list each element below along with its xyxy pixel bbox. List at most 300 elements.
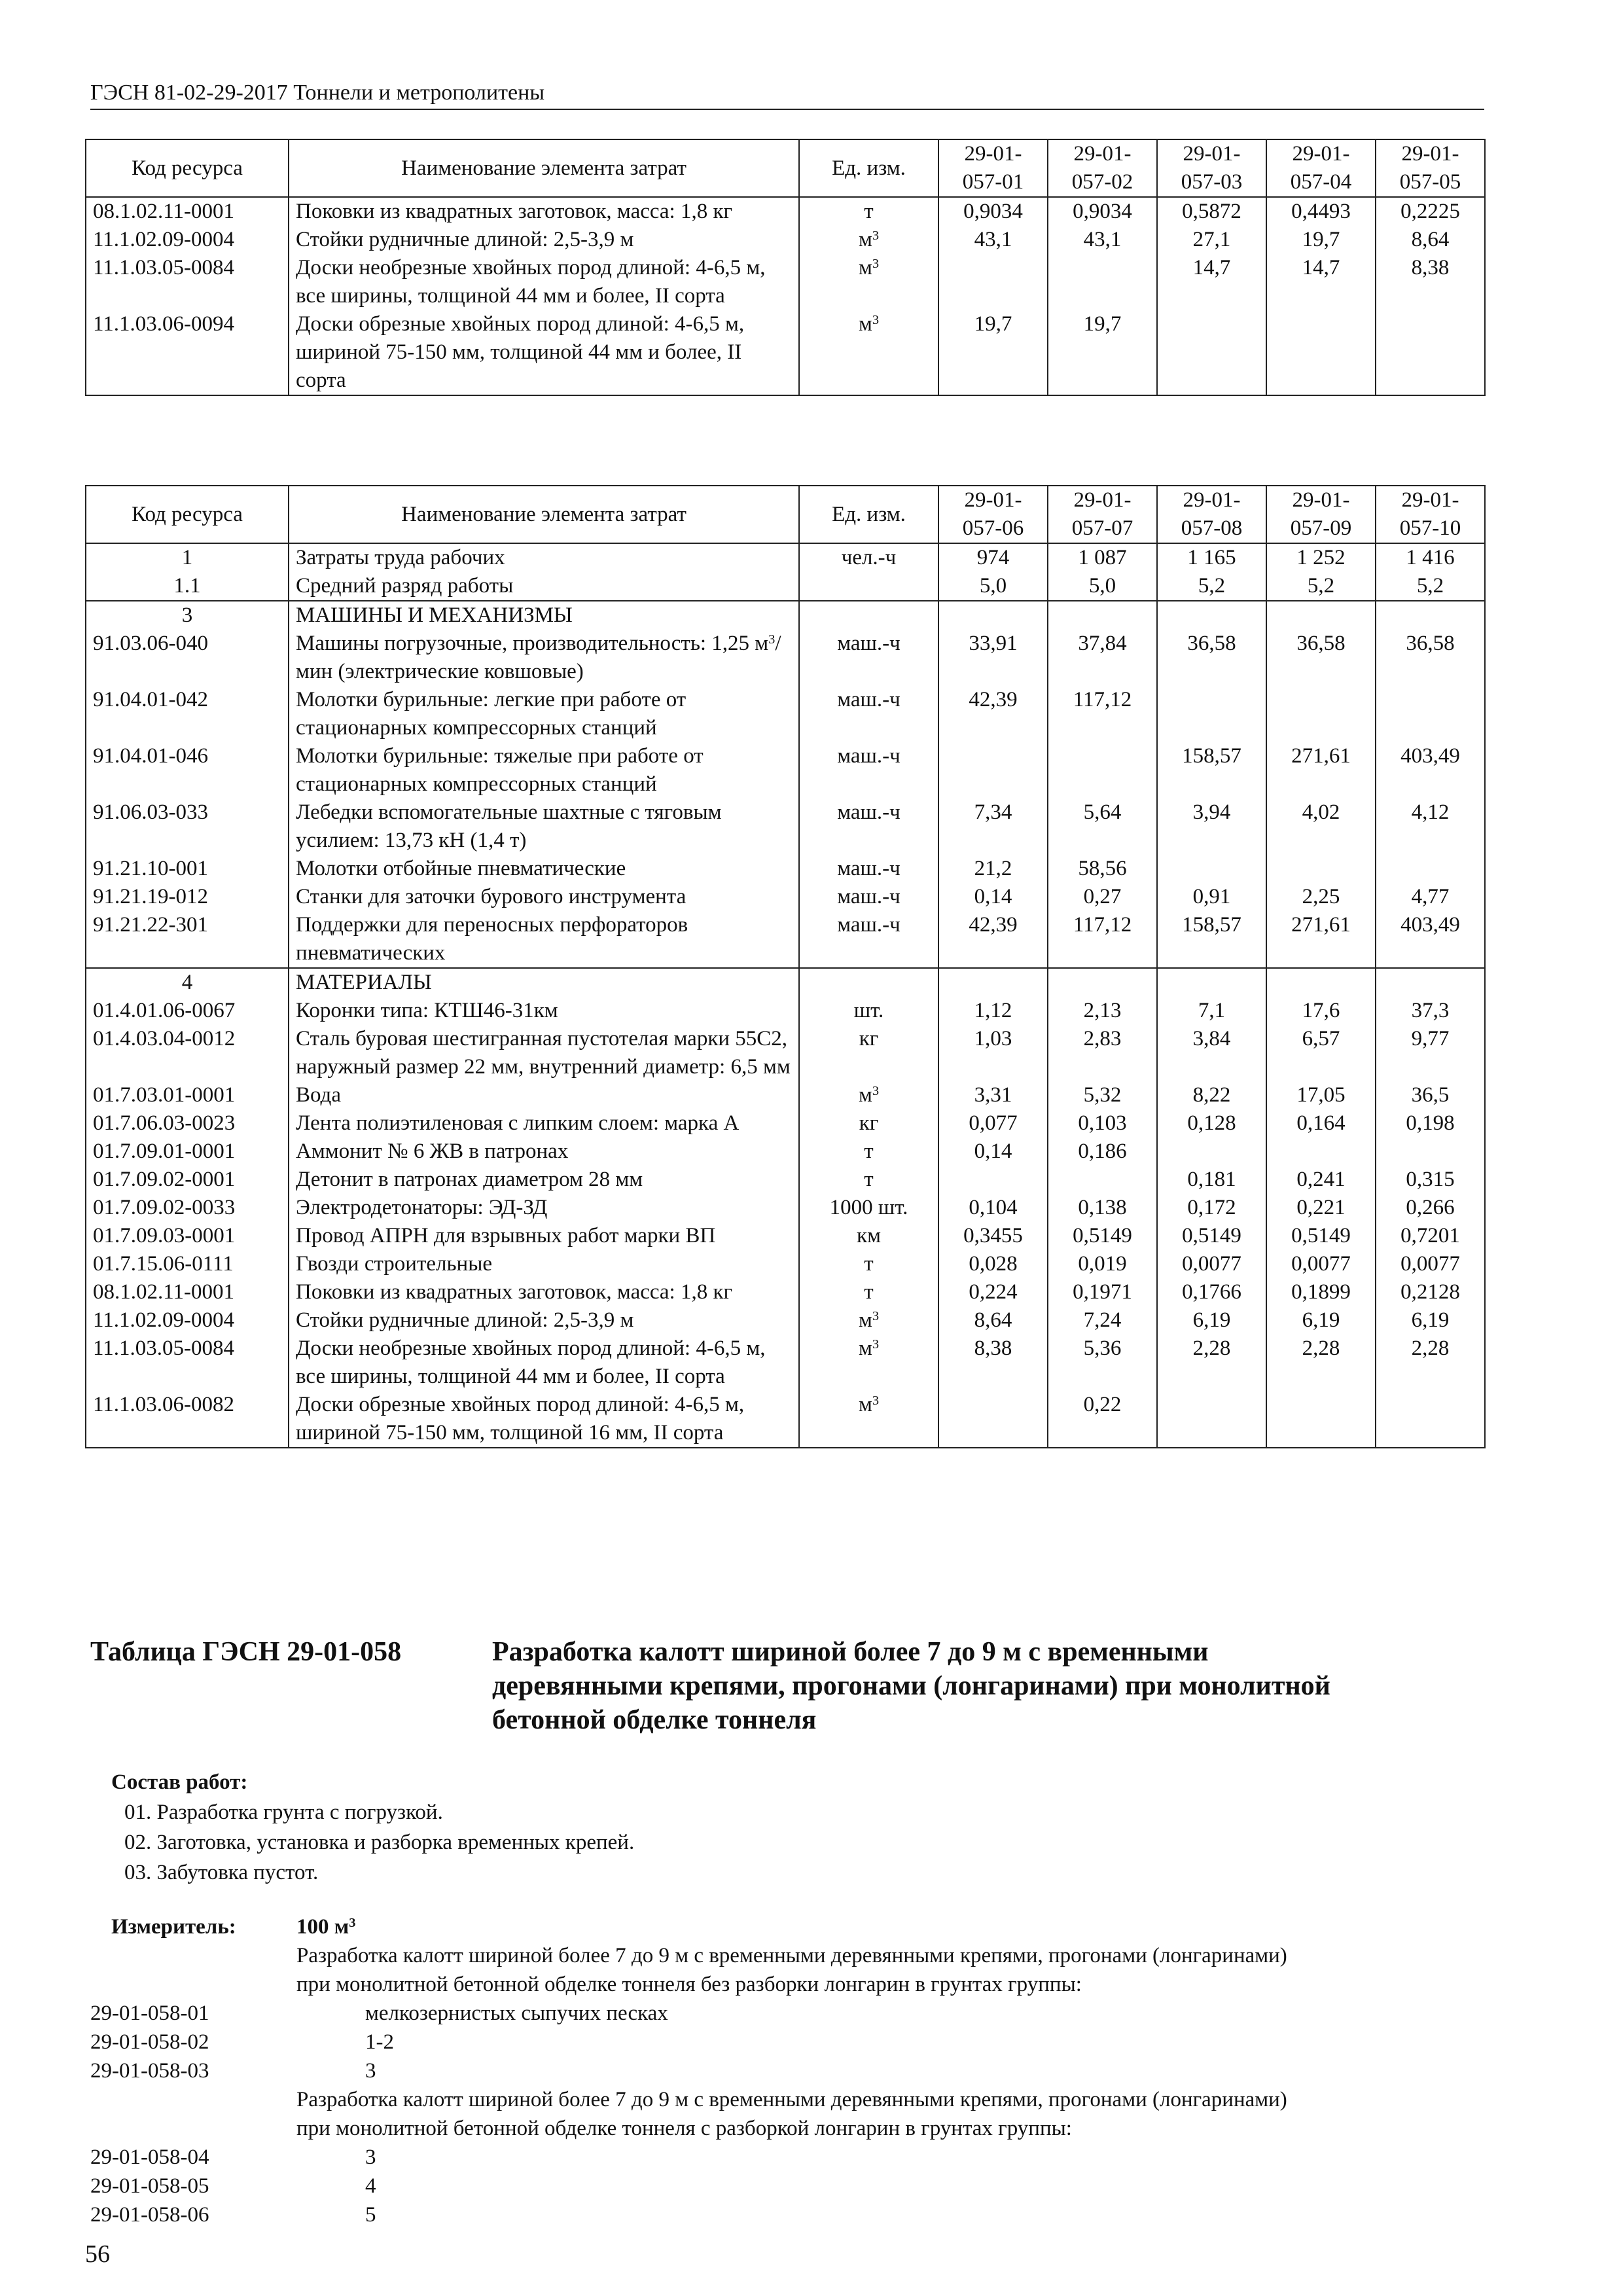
meter-desc-line: при монолитной бетонной обделке тоннеля без разборки лонгарин в грунтах группы: xyxy=(296,1973,1082,1996)
norm-value: 3,94 xyxy=(1157,798,1266,855)
resource-code: 08.1.02.11-0001 xyxy=(86,1278,289,1306)
norm-text: 4 xyxy=(365,2174,376,2198)
norm-value: 9,77 xyxy=(1376,1025,1485,1081)
unit xyxy=(799,968,938,997)
table-row xyxy=(86,1025,1485,1081)
norm-value: 1 087 xyxy=(1048,543,1157,572)
table-row xyxy=(86,543,1485,572)
unit: $м^3$ xyxy=(799,1391,938,1448)
norm-code: 29-01-058-03 xyxy=(90,2059,209,2083)
unit: т xyxy=(799,1138,938,1166)
norm-value: 5,0 xyxy=(938,572,1048,601)
resource-name: Молотки бурильные: тяжелые при работе от стационарных компрессорных станций xyxy=(289,742,799,798)
norm-value: 36,58 xyxy=(1157,630,1266,686)
norm-value xyxy=(1376,686,1485,742)
norm-value: 974 xyxy=(938,543,1048,572)
table-row xyxy=(86,1166,1485,1194)
resource-code: 91.21.19-012 xyxy=(86,883,289,911)
resource-code: 91.04.01-042 xyxy=(86,686,289,742)
norm-value xyxy=(1157,855,1266,883)
unit: маш.-ч xyxy=(799,798,938,855)
norm-value: 0,2128 xyxy=(1376,1278,1485,1306)
unit: маш.-ч xyxy=(799,742,938,798)
norm-value: 36,58 xyxy=(1266,630,1376,686)
unit: кг xyxy=(799,1109,938,1138)
col-header-unit: Ед. изм. xyxy=(799,486,938,543)
norm-value: 4,77 xyxy=(1376,883,1485,911)
norm-value: 3,84 xyxy=(1157,1025,1266,1081)
resource-code: 3 xyxy=(86,601,289,630)
table-row xyxy=(86,686,1485,742)
norm-text: 3 xyxy=(365,2059,376,2083)
norm-value: 0,14 xyxy=(938,1138,1048,1166)
norm-value xyxy=(1048,742,1157,798)
col-header-code: Код ресурса xyxy=(86,139,289,197)
unit: т xyxy=(799,1166,938,1194)
work-composition xyxy=(111,1767,634,1888)
unit: $м^3$ xyxy=(799,310,938,395)
norm-value: 403,49 xyxy=(1376,911,1485,968)
col-header-norm: 29-01-057-02 xyxy=(1048,139,1157,197)
norm-value: 0,164 xyxy=(1266,1109,1376,1138)
norm-value: 19,7 xyxy=(938,310,1048,395)
meter-group2-description xyxy=(296,2085,1468,2143)
norm-value: 8,22 xyxy=(1157,1081,1266,1109)
resource-name: Доски необрезные хвойных пород длиной: 4-6,5 м, все ширины, толщиной 44 мм и более, II сорта xyxy=(289,1335,799,1391)
meter-row xyxy=(90,2143,376,2172)
norm-value: 2,25 xyxy=(1266,883,1376,911)
norm-value: 5,2 xyxy=(1266,572,1376,601)
norm-value: 0,7201 xyxy=(1376,1222,1485,1250)
norm-value: 0,104 xyxy=(938,1194,1048,1222)
norm-value: 0,019 xyxy=(1048,1250,1157,1278)
table-row xyxy=(86,310,1485,395)
norm-value: 33,91 xyxy=(938,630,1048,686)
meter-desc-line: при монолитной бетонной обделке тоннеля с разборкой лонгарин в грунтах группы: xyxy=(296,2117,1072,2140)
col-header-norm: 29-01-057-04 xyxy=(1266,139,1376,197)
norm-value xyxy=(938,601,1048,630)
resource-name: Молотки отбойные пневматические xyxy=(289,855,799,883)
resource-code: 11.1.03.05-0084 xyxy=(86,254,289,310)
norm-value xyxy=(1266,310,1376,395)
norm-value: 5,32 xyxy=(1048,1081,1157,1109)
norm-value: 0,241 xyxy=(1266,1166,1376,1194)
norm-value: 1 252 xyxy=(1266,543,1376,572)
norm-value: 1 416 xyxy=(1376,543,1485,572)
resource-name: Доски обрезные хвойных пород длиной: 4-6,5 м, шириной 75-150 мм, толщиной 44 мм и более, II сорта xyxy=(289,310,799,395)
norm-text: мелкозернистых сыпучих песках xyxy=(365,2001,668,2025)
norm-value: 0,22 xyxy=(1048,1391,1157,1448)
norm-value xyxy=(1376,1391,1485,1448)
norm-value: 42,39 xyxy=(938,911,1048,968)
norm-value: 0,9034 xyxy=(1048,197,1157,226)
norm-value: 0,0077 xyxy=(1266,1250,1376,1278)
norm-value: 4,02 xyxy=(1266,798,1376,855)
col-header-code: Код ресурса xyxy=(86,486,289,543)
norm-value: 0,27 xyxy=(1048,883,1157,911)
norm-value: 2,13 xyxy=(1048,997,1157,1025)
norm-value: 0,221 xyxy=(1266,1194,1376,1222)
norm-value: 271,61 xyxy=(1266,911,1376,968)
norm-value: 271,61 xyxy=(1266,742,1376,798)
meter-label: Измеритель: xyxy=(111,1915,236,1939)
section-title-line: деревянными крепями, прогонами (лонгаринами) при монолитной xyxy=(492,1671,1330,1701)
norm-value xyxy=(1157,1138,1266,1166)
norm-value: 0,028 xyxy=(938,1250,1048,1278)
norm-value: 0,4493 xyxy=(1266,197,1376,226)
resource-table-057-01-05 xyxy=(85,139,1486,396)
resource-name: Детонит в патронах диаметром 28 мм xyxy=(289,1166,799,1194)
norm-value: 6,57 xyxy=(1266,1025,1376,1081)
norm-value xyxy=(1266,686,1376,742)
table-row xyxy=(86,1250,1485,1278)
table-row xyxy=(86,572,1485,601)
resource-name: Молотки бурильные: легкие при работе от стационарных компрессорных станций xyxy=(289,686,799,742)
norm-value: 17,05 xyxy=(1266,1081,1376,1109)
unit: т xyxy=(799,197,938,226)
norm-value: 36,5 xyxy=(1376,1081,1485,1109)
col-header-norm: 29-01-057-10 xyxy=(1376,486,1485,543)
norm-value xyxy=(1376,310,1485,395)
norm-value: 158,57 xyxy=(1157,911,1266,968)
resource-code: 91.06.03-033 xyxy=(86,798,289,855)
unit: шт. xyxy=(799,997,938,1025)
table-row xyxy=(86,254,1485,310)
norm-value: 158,57 xyxy=(1157,742,1266,798)
resource-name: Станки для заточки бурового инструмента xyxy=(289,883,799,911)
resource-code: 08.1.02.11-0001 xyxy=(86,197,289,226)
unit: $м^3$ xyxy=(799,1306,938,1335)
norm-value: 2,28 xyxy=(1376,1335,1485,1391)
resource-code: 01.7.15.06-0111 xyxy=(86,1250,289,1278)
norm-value xyxy=(1376,968,1485,997)
norm-value xyxy=(1157,1391,1266,1448)
table-row xyxy=(86,742,1485,798)
col-header-name: Наименование элемента затрат xyxy=(289,139,799,197)
meter-row xyxy=(90,2028,394,2056)
unit: кг xyxy=(799,1025,938,1081)
norm-value: 5,0 xyxy=(1048,572,1157,601)
norm-value xyxy=(1376,1138,1485,1166)
running-header: ГЭСН 81-02-29-2017 Тоннели и метрополитены xyxy=(90,79,1484,110)
unit: чел.-ч xyxy=(799,543,938,572)
table-header-row xyxy=(86,139,1485,197)
table-row xyxy=(86,1306,1485,1335)
table-row xyxy=(86,1081,1485,1109)
norm-value: 7,1 xyxy=(1157,997,1266,1025)
norm-value: 5,2 xyxy=(1376,572,1485,601)
meter-row xyxy=(90,1999,668,2028)
section-title-line: бетонной обделке тоннеля xyxy=(492,1705,817,1735)
unit: $м^3$ xyxy=(799,1335,938,1391)
resource-code: 01.7.09.03-0001 xyxy=(86,1222,289,1250)
table-row xyxy=(86,997,1485,1025)
table-row xyxy=(86,1222,1485,1250)
composition-item: 02. Заготовка, установка и разборка временных крепей. xyxy=(124,1831,635,1854)
table-row xyxy=(86,1138,1485,1166)
resource-code: 11.1.02.09-0004 xyxy=(86,226,289,254)
norm-value: 1,12 xyxy=(938,997,1048,1025)
norm-code: 29-01-058-04 xyxy=(90,2145,209,2169)
norm-code: 29-01-058-05 xyxy=(90,2174,209,2198)
norm-value: 0,0077 xyxy=(1157,1250,1266,1278)
norm-value xyxy=(1376,601,1485,630)
table-row xyxy=(86,197,1485,226)
norm-value xyxy=(1266,855,1376,883)
norm-value: 0,91 xyxy=(1157,883,1266,911)
resource-code: 11.1.03.06-0082 xyxy=(86,1391,289,1448)
table-row xyxy=(86,1278,1485,1306)
norm-value: 2,83 xyxy=(1048,1025,1157,1081)
norm-value xyxy=(1266,1391,1376,1448)
norm-value: 8,38 xyxy=(1376,254,1485,310)
norm-value: 0,186 xyxy=(1048,1138,1157,1166)
resource-code: 01.7.09.02-0033 xyxy=(86,1194,289,1222)
norm-value xyxy=(1157,686,1266,742)
resource-code: 01.4.01.06-0067 xyxy=(86,997,289,1025)
resource-code: 91.21.10-001 xyxy=(86,855,289,883)
norm-value: 0,128 xyxy=(1157,1109,1266,1138)
norm-value: 8,64 xyxy=(938,1306,1048,1335)
norm-value: 117,12 xyxy=(1048,686,1157,742)
norm-value: 27,1 xyxy=(1157,226,1266,254)
unit xyxy=(799,601,938,630)
norm-value: 0,14 xyxy=(938,883,1048,911)
norm-value xyxy=(938,742,1048,798)
table-row xyxy=(86,855,1485,883)
norm-value: 14,7 xyxy=(1266,254,1376,310)
resource-name: Лебедки вспомогательные шахтные с тяговым усилием: 13,73 кН (1,4 т) xyxy=(289,798,799,855)
resource-code: 01.4.03.04-0012 xyxy=(86,1025,289,1081)
col-header-norm: 29-01-057-03 xyxy=(1157,139,1266,197)
section-title xyxy=(492,1635,1461,1737)
norm-value: 1,03 xyxy=(938,1025,1048,1081)
unit xyxy=(799,572,938,601)
norm-value xyxy=(1266,601,1376,630)
resource-name: Стойки рудничные длиной: 2,5-3,9 м xyxy=(289,1306,799,1335)
norm-value: 0,5149 xyxy=(1266,1222,1376,1250)
table-row xyxy=(86,1335,1485,1391)
norm-value: 0,266 xyxy=(1376,1194,1485,1222)
norm-value: 117,12 xyxy=(1048,911,1157,968)
norm-text: 1-2 xyxy=(365,2030,394,2054)
composition-item: 03. Забутовка пустот. xyxy=(124,1861,319,1884)
norm-value: 6,19 xyxy=(1376,1306,1485,1335)
composition-heading: Состав работ: xyxy=(111,1770,248,1794)
norm-value: 4,12 xyxy=(1376,798,1485,855)
resource-name: Доски необрезные хвойных пород длиной: 4-6,5 м, все ширины, толщиной 44 мм и более, II сорта xyxy=(289,254,799,310)
norm-value: 21,2 xyxy=(938,855,1048,883)
col-header-norm: 29-01-057-06 xyxy=(938,486,1048,543)
col-header-unit: Ед. изм. xyxy=(799,139,938,197)
norm-value: 403,49 xyxy=(1376,742,1485,798)
norm-value: 0,5872 xyxy=(1157,197,1266,226)
resource-code: 1.1 xyxy=(86,572,289,601)
section-label: Таблица ГЭСН 29-01-058 xyxy=(90,1637,402,1667)
unit: маш.-ч xyxy=(799,911,938,968)
norm-value: 43,1 xyxy=(1048,226,1157,254)
norm-value: 7,34 xyxy=(938,798,1048,855)
table-row xyxy=(86,1391,1485,1448)
norm-value: 0,198 xyxy=(1376,1109,1485,1138)
table-row xyxy=(86,968,1485,997)
resource-name: Коронки типа: КТШ46-31км xyxy=(289,997,799,1025)
norm-value xyxy=(1376,855,1485,883)
unit: км xyxy=(799,1222,938,1250)
table-row xyxy=(86,226,1485,254)
norm-value: 2,28 xyxy=(1157,1335,1266,1391)
norm-value: 0,172 xyxy=(1157,1194,1266,1222)
norm-value: 0,103 xyxy=(1048,1109,1157,1138)
resource-name: Электродетонаторы: ЭД-ЗД xyxy=(289,1194,799,1222)
norm-value: 1 165 xyxy=(1157,543,1266,572)
norm-value xyxy=(938,1166,1048,1194)
norm-code: 29-01-058-06 xyxy=(90,2203,209,2227)
norm-value: 8,38 xyxy=(938,1335,1048,1391)
norm-value xyxy=(1048,254,1157,310)
resource-name: Лента полиэтиленовая с липким слоем: марка А xyxy=(289,1109,799,1138)
norm-value: 14,7 xyxy=(1157,254,1266,310)
resource-name: Машины погрузочные, производительность: 1,25 $м^3$/мин (электрические ковшовые) xyxy=(289,630,799,686)
unit: маш.-ч xyxy=(799,630,938,686)
meter-row xyxy=(90,2200,376,2229)
norm-value: 19,7 xyxy=(1048,310,1157,395)
norm-value: 3,31 xyxy=(938,1081,1048,1109)
norm-value: 0,224 xyxy=(938,1278,1048,1306)
unit: $м^3$ xyxy=(799,226,938,254)
norm-text: 3 xyxy=(365,2145,376,2169)
resource-code: 01.7.09.01-0001 xyxy=(86,1138,289,1166)
resource-name: Затраты труда рабочих xyxy=(289,543,799,572)
norm-value xyxy=(938,1391,1048,1448)
norm-value: 0,138 xyxy=(1048,1194,1157,1222)
norm-value: 5,64 xyxy=(1048,798,1157,855)
norm-value xyxy=(1157,310,1266,395)
unit: $м^3$ xyxy=(799,1081,938,1109)
norm-value xyxy=(938,254,1048,310)
resource-code: 11.1.03.05-0084 xyxy=(86,1335,289,1391)
table-row xyxy=(86,911,1485,968)
resource-code: 11.1.02.09-0004 xyxy=(86,1306,289,1335)
norm-value: 36,58 xyxy=(1376,630,1485,686)
section-title-line: Разработка калотт шириной более 7 до 9 м с временными xyxy=(492,1637,1209,1667)
unit: 1000 шт. xyxy=(799,1194,938,1222)
unit: т xyxy=(799,1250,938,1278)
norm-value: 0,2225 xyxy=(1376,197,1485,226)
resource-name: МАШИНЫ И МЕХАНИЗМЫ xyxy=(289,601,799,630)
table-header-row xyxy=(86,486,1485,543)
norm-value: 0,077 xyxy=(938,1109,1048,1138)
norm-value xyxy=(1157,601,1266,630)
norm-value: 5,36 xyxy=(1048,1335,1157,1391)
meter-row xyxy=(90,2056,376,2085)
norm-value: 17,6 xyxy=(1266,997,1376,1025)
resource-code: 91.21.22-301 xyxy=(86,911,289,968)
resource-table-057-06-10 xyxy=(85,485,1486,1448)
col-header-norm: 29-01-057-08 xyxy=(1157,486,1266,543)
unit: т xyxy=(799,1278,938,1306)
norm-value xyxy=(1048,968,1157,997)
norm-value xyxy=(1266,968,1376,997)
resource-name: Поддержки для переносных перфораторов пневматических xyxy=(289,911,799,968)
norm-text: 5 xyxy=(365,2203,376,2227)
resource-name: Гвозди строительные xyxy=(289,1250,799,1278)
table-row xyxy=(86,883,1485,911)
unit: маш.-ч xyxy=(799,855,938,883)
table-row xyxy=(86,798,1485,855)
table-row xyxy=(86,1194,1485,1222)
table-row xyxy=(86,601,1485,630)
resource-code: 91.03.06-040 xyxy=(86,630,289,686)
norm-value: 0,1766 xyxy=(1157,1278,1266,1306)
norm-value: 5,2 xyxy=(1157,572,1266,601)
norm-value: 19,7 xyxy=(1266,226,1376,254)
norm-value: 6,19 xyxy=(1266,1306,1376,1335)
norm-value: 0,9034 xyxy=(938,197,1048,226)
norm-value xyxy=(1266,1138,1376,1166)
norm-value: 0,315 xyxy=(1376,1166,1485,1194)
resource-name: Сталь буровая шестигранная пустотелая марки 55С2, наружный размер 22 мм, внутренний диаметр: 6,5 мм xyxy=(289,1025,799,1081)
resource-name: МАТЕРИАЛЫ xyxy=(289,968,799,997)
meter-group1-description xyxy=(296,1941,1468,1999)
col-header-norm: 29-01-057-01 xyxy=(938,139,1048,197)
meter-desc-line: Разработка калотт шириной более 7 до 9 м с временными деревянными крепями, прогонами (лонгаринами) xyxy=(296,2088,1287,2111)
meter-row xyxy=(90,2172,376,2200)
resource-name: Поковки из квадратных заготовок, масса: 1,8 кг xyxy=(289,1278,799,1306)
norm-value: 58,56 xyxy=(1048,855,1157,883)
resource-name: Аммонит № 6 ЖВ в патронах xyxy=(289,1138,799,1166)
norm-value: 42,39 xyxy=(938,686,1048,742)
resource-code: 1 xyxy=(86,543,289,572)
resource-name: Поковки из квадратных заготовок, масса: 1,8 кг xyxy=(289,197,799,226)
norm-code: 29-01-058-02 xyxy=(90,2030,209,2054)
page-number: 56 xyxy=(85,2240,110,2268)
col-header-norm: 29-01-057-07 xyxy=(1048,486,1157,543)
composition-item: 01. Разработка грунта с погрузкой. xyxy=(124,1801,443,1824)
col-header-norm: 29-01-057-05 xyxy=(1376,139,1485,197)
resource-code: 01.7.09.02-0001 xyxy=(86,1166,289,1194)
norm-value: 43,1 xyxy=(938,226,1048,254)
resource-name: Стойки рудничные длиной: 2,5-3,9 м xyxy=(289,226,799,254)
norm-value: 0,5149 xyxy=(1157,1222,1266,1250)
table-row xyxy=(86,1109,1485,1138)
unit: маш.-ч xyxy=(799,686,938,742)
resource-code: 11.1.03.06-0094 xyxy=(86,310,289,395)
meter-unit: 100 $м^3$ xyxy=(296,1915,356,1939)
norm-value: 0,5149 xyxy=(1048,1222,1157,1250)
norm-value: 0,181 xyxy=(1157,1166,1266,1194)
norm-value: 8,64 xyxy=(1376,226,1485,254)
norm-value: 2,28 xyxy=(1266,1335,1376,1391)
unit: $м^3$ xyxy=(799,254,938,310)
resource-code: 01.7.03.01-0001 xyxy=(86,1081,289,1109)
norm-value: 0,3455 xyxy=(938,1222,1048,1250)
resource-name: Вода xyxy=(289,1081,799,1109)
norm-value: 0,1899 xyxy=(1266,1278,1376,1306)
norm-code: 29-01-058-01 xyxy=(90,2001,209,2025)
meter-desc-line: Разработка калотт шириной более 7 до 9 м с временными деревянными крепями, прогонами (лонгаринами) xyxy=(296,1944,1287,1967)
norm-value xyxy=(1048,1166,1157,1194)
norm-value: 37,84 xyxy=(1048,630,1157,686)
resource-code: 4 xyxy=(86,968,289,997)
resource-name: Средний разряд работы xyxy=(289,572,799,601)
norm-value: 0,0077 xyxy=(1376,1250,1485,1278)
norm-value xyxy=(1157,968,1266,997)
col-header-name: Наименование элемента затрат xyxy=(289,486,799,543)
resource-name: Доски обрезные хвойных пород длиной: 4-6,5 м, шириной 75-150 мм, толщиной 16 мм, II сорта xyxy=(289,1391,799,1448)
norm-value: 37,3 xyxy=(1376,997,1485,1025)
norm-value xyxy=(938,968,1048,997)
